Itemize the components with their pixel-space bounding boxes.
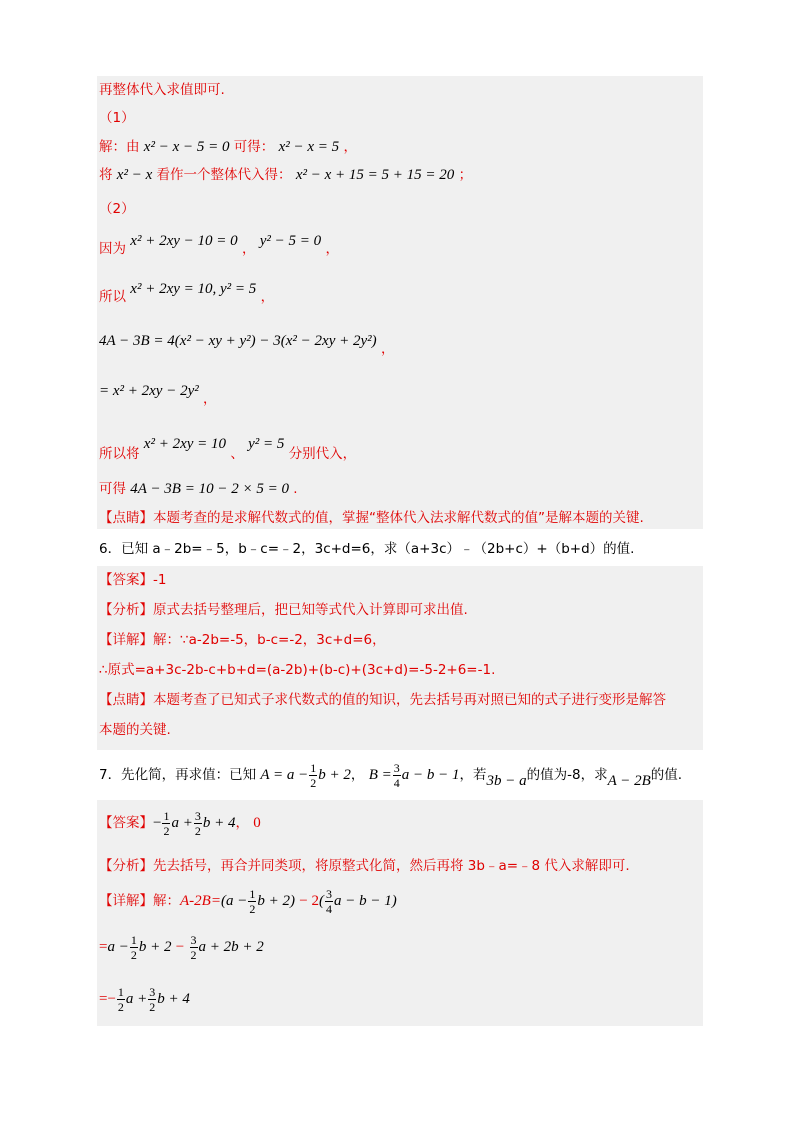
part1-line2-prefix: 将 bbox=[99, 167, 113, 183]
A-definition-left: A = a − bbox=[260, 767, 309, 783]
paren-expression: a − b − 1) bbox=[333, 893, 397, 909]
part2-subst-line bbox=[99, 434, 357, 462]
part2-because-line bbox=[99, 231, 339, 257]
punctuation: . bbox=[293, 481, 298, 497]
paren-expression: b + 2) bbox=[257, 893, 295, 909]
answer-7-mid: a + bbox=[171, 815, 193, 831]
q7-value-text: 的值为-8，求 bbox=[526, 767, 608, 783]
answer-7 bbox=[99, 808, 261, 838]
paren-open: ( bbox=[318, 893, 324, 909]
comment-1: 【点睛】本题考查的是求解代数式的值，掌握“整体代入法求解代数式的值”是解本题的关键. bbox=[99, 510, 644, 526]
equation: 4A − 3B = 10 − 2 × 5 = 0 bbox=[130, 481, 289, 497]
detail-6-line2: ∴原式=a+3c-2b-c+b+d=(a-2b)+(b-c)+(3c+d)=-5-2+6=-1. bbox=[99, 662, 496, 678]
term: a + 2b + 2 bbox=[198, 939, 264, 955]
equation: = x² + 2xy − 2y² bbox=[99, 383, 199, 399]
separator: ， bbox=[350, 767, 365, 783]
part2-simplify-line bbox=[99, 381, 217, 407]
term: b + 2 bbox=[138, 939, 172, 955]
q7-prefix: 7．先化简，再求值：已知 bbox=[99, 767, 257, 783]
punctuation: ； bbox=[458, 167, 473, 183]
fraction-three-halves: $\frac{3}{2}$ bbox=[149, 984, 156, 1014]
comment-6-line2: 本题的关键. bbox=[99, 722, 171, 738]
part1-label: （1） bbox=[99, 110, 135, 126]
equation: 4A − 3B = 4(x² − xy + y²) − 3(x² − 2xy + 2y²) bbox=[99, 333, 377, 349]
separator: ， bbox=[235, 815, 249, 831]
subst-prefix: 所以将 bbox=[99, 446, 140, 462]
target-expression: A − 2B bbox=[607, 773, 651, 789]
part1-line1 bbox=[99, 137, 357, 157]
fraction-one-half: $\frac{1}{2}$ bbox=[310, 760, 317, 790]
equation: x² − x − 5 = 0 bbox=[143, 139, 230, 155]
analysis-6: 【分析】原式去括号整理后，把已知等式代入计算即可求出值. bbox=[99, 602, 468, 618]
comment-6-line1: 【点睛】本题考查了已知式子求代数式的值的知识，先去括号再对照已知的式子进行变形是解答 bbox=[99, 692, 666, 708]
detail-7-lhs: A-2B= bbox=[180, 893, 221, 909]
subst-suffix: 分别代入， bbox=[288, 446, 357, 462]
equation: x² + 2xy = 10, y² = 5 bbox=[130, 281, 257, 297]
fraction-three-quarters: $\frac{3}{4}$ bbox=[393, 760, 400, 790]
paren-expression: (a − bbox=[220, 893, 248, 909]
question-6: 6．已知 a﹣2b=﹣5，b﹣c=﹣2，3c+d=6，求（a+3c）﹣（2b+c）+（b+d）的值. bbox=[99, 541, 635, 557]
result-prefix: 可得 bbox=[99, 481, 126, 497]
fraction-one-half: $\frac{1}{2}$ bbox=[249, 886, 256, 916]
detail-6-line1: 【详解】解：∵a-2b=-5，b-c=-2，3c+d=6， bbox=[99, 632, 386, 648]
answer-7-tail: b + 4 bbox=[202, 815, 236, 831]
q7-if: ，若 bbox=[459, 767, 487, 783]
separator: 、 bbox=[230, 446, 244, 462]
part2-expand-line bbox=[99, 331, 395, 357]
fraction-three-halves: $\frac{3}{2}$ bbox=[190, 932, 197, 962]
part1-line1-prefix: 解：由 bbox=[99, 139, 140, 155]
analysis-7: 【分析】先去括号，再合并同类项，将原整式化简，然后再将 3b﹣a=﹣8 代入求解即可. bbox=[99, 858, 630, 874]
B-definition-right: a − b − 1 bbox=[401, 767, 460, 783]
part1-line2 bbox=[99, 165, 472, 185]
part2-label: （2） bbox=[99, 201, 135, 217]
equation: x² + 2xy = 10 bbox=[143, 436, 227, 452]
term: a + bbox=[125, 991, 148, 1007]
part1-line1-mid: 可得： bbox=[233, 139, 275, 155]
answer-7-label: 【答案】 bbox=[99, 815, 153, 831]
minus-sign: − bbox=[175, 939, 185, 955]
B-definition-left: B = bbox=[368, 767, 392, 783]
punctuation: ， bbox=[343, 139, 357, 155]
detail-7-line2 bbox=[99, 932, 264, 962]
minus-two: − 2 bbox=[299, 893, 319, 909]
expression: x² − x bbox=[116, 167, 153, 183]
answer-6: 【答案】-1 bbox=[99, 572, 167, 588]
equals-sign: = bbox=[99, 939, 108, 955]
equation: y² = 5 bbox=[248, 436, 285, 452]
intro-line: 再整体代入求值即可. bbox=[99, 82, 225, 98]
minus-sign: − bbox=[153, 815, 162, 831]
punctuation: ， bbox=[203, 391, 217, 407]
punctuation: ， bbox=[260, 289, 275, 305]
punctuation: ， bbox=[380, 341, 395, 357]
so-text: 所以 bbox=[99, 289, 126, 305]
punctuation: ， bbox=[325, 241, 339, 257]
question-7 bbox=[99, 760, 682, 790]
part2-so-line bbox=[99, 279, 275, 305]
answer-7-value: 0 bbox=[253, 815, 261, 831]
part2-result-line bbox=[99, 479, 298, 499]
q7-end: 的值. bbox=[650, 767, 683, 783]
fraction-one-half: $\frac{1}{2}$ bbox=[117, 984, 124, 1014]
equation: x² − x + 15 = 5 + 15 = 20 bbox=[295, 167, 455, 183]
term: a − bbox=[107, 939, 129, 955]
part1-line2-mid: 看作一个整体代入得： bbox=[156, 167, 292, 183]
fraction-three-quarters: $\frac{3}{4}$ bbox=[325, 886, 332, 916]
fraction-one-half: $\frac{1}{2}$ bbox=[130, 932, 137, 962]
term: b + 4 bbox=[157, 991, 190, 1007]
A-definition-right: b + 2 bbox=[318, 767, 351, 783]
fraction: $\frac{3}{2}$ bbox=[194, 808, 201, 838]
equals-sign: =− bbox=[99, 991, 116, 1007]
equation: x² − x = 5 bbox=[278, 139, 340, 155]
detail-7-label: 【详解】解： bbox=[99, 893, 180, 909]
detail-7-line1 bbox=[99, 886, 397, 916]
because-text: 因为 bbox=[99, 241, 126, 257]
punctuation: ， bbox=[241, 241, 256, 257]
fraction: $\frac{1}{2}$ bbox=[163, 808, 170, 838]
equation: x² + 2xy − 10 = 0 bbox=[130, 233, 238, 249]
given-expression: 3b − a bbox=[486, 773, 527, 789]
solution-block-q6 bbox=[97, 566, 703, 750]
equation: y² − 5 = 0 bbox=[259, 233, 322, 249]
detail-7-line3 bbox=[99, 984, 190, 1014]
